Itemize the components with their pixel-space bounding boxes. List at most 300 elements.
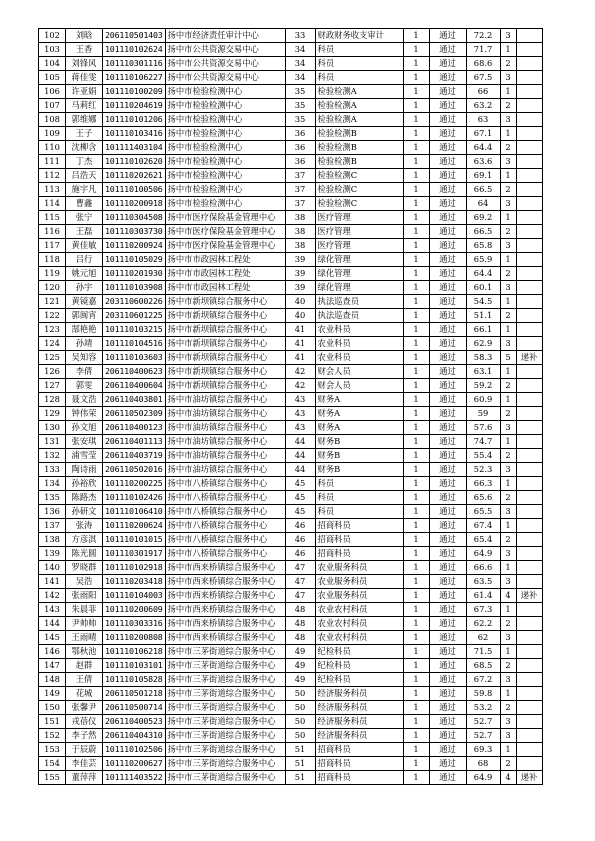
qualification-status-cell: 通过 (429, 603, 466, 617)
table-row (39, 295, 543, 309)
planned-count-cell: 1 (403, 407, 429, 421)
row-number-cell: 140 (39, 561, 66, 575)
recruiting-unit-cell: 扬中市西来桥镇综合服务中心 (165, 561, 285, 575)
qualification-status-cell: 通过 (429, 183, 466, 197)
table-row (39, 715, 543, 729)
recruiting-unit-cell: 扬中市新坝镇综合服务中心 (165, 337, 285, 351)
post-name-cell: 科员 (315, 43, 403, 57)
remark-cell (516, 561, 542, 575)
candidate-name-cell: 浦雪莹 (66, 449, 103, 463)
qualification-status-cell: 通过 (429, 729, 466, 743)
candidate-name-cell: 张涛 (66, 519, 103, 533)
remark-cell (516, 547, 542, 561)
row-number-cell: 142 (39, 589, 66, 603)
written-score-cell: 65.5 (466, 505, 500, 519)
post-code-cell: 37 (285, 183, 315, 197)
qualification-status-cell: 通过 (429, 561, 466, 575)
written-score-cell: 66.1 (466, 323, 500, 337)
table-row (39, 645, 543, 659)
post-name-cell: 科员 (315, 491, 403, 505)
post-name-cell: 医疗管理 (315, 239, 403, 253)
written-score-cell: 72.2 (466, 29, 500, 43)
row-number-cell: 153 (39, 743, 66, 757)
recruiting-unit-cell: 扬中市检验检测中心 (165, 197, 285, 211)
planned-count-cell: 1 (403, 757, 429, 771)
qualification-status-cell: 通过 (429, 575, 466, 589)
table-row (39, 323, 543, 337)
rank-cell: 3 (500, 631, 516, 645)
row-number-cell: 126 (39, 365, 66, 379)
planned-count-cell: 1 (403, 435, 429, 449)
candidate-name-cell: 孙研文 (66, 505, 103, 519)
row-number-cell: 107 (39, 99, 66, 113)
planned-count-cell: 1 (403, 113, 429, 127)
table-row (39, 365, 543, 379)
qualification-status-cell: 通过 (429, 463, 466, 477)
remark-cell (516, 71, 542, 85)
candidate-name-cell: 丁杰 (66, 155, 103, 169)
rank-cell: 1 (500, 211, 516, 225)
table-row (39, 337, 543, 351)
post-code-cell: 49 (285, 645, 315, 659)
row-number-cell: 104 (39, 57, 66, 71)
planned-count-cell: 1 (403, 309, 429, 323)
rank-cell: 2 (500, 659, 516, 673)
recruiting-unit-cell: 扬中市经济责任审计中心 (165, 29, 285, 43)
table-row (39, 141, 543, 155)
planned-count-cell: 1 (403, 561, 429, 575)
written-score-cell: 67.1 (466, 127, 500, 141)
written-score-cell: 63.5 (466, 575, 500, 589)
post-name-cell: 农业服务科员 (315, 575, 403, 589)
rank-cell: 1 (500, 393, 516, 407)
remark-cell (516, 225, 542, 239)
remark-cell (516, 365, 542, 379)
rank-cell: 1 (500, 687, 516, 701)
recruiting-unit-cell: 扬中市公共资源交易中心 (165, 71, 285, 85)
rank-cell: 2 (500, 267, 516, 281)
rank-cell: 4 (500, 589, 516, 603)
table-row (39, 281, 543, 295)
exam-number-cell: 101110106227 (103, 71, 166, 85)
candidate-name-cell: 董萍萍 (66, 771, 103, 785)
post-code-cell: 51 (285, 743, 315, 757)
candidate-name-cell: 陈光圆 (66, 547, 103, 561)
written-score-cell: 69.3 (466, 743, 500, 757)
post-code-cell: 47 (285, 561, 315, 575)
table-row (39, 155, 543, 169)
exam-number-cell: 101110105029 (103, 253, 166, 267)
row-number-cell: 143 (39, 603, 66, 617)
remark-cell: 递补 (516, 771, 542, 785)
rank-cell: 1 (500, 477, 516, 491)
recruiting-unit-cell: 扬中市八桥镇综合服务中心 (165, 519, 285, 533)
rank-cell: 3 (500, 71, 516, 85)
table-row (39, 211, 543, 225)
post-name-cell: 检验检测B (315, 141, 403, 155)
table-body (39, 29, 543, 785)
rank-cell: 3 (500, 575, 516, 589)
post-name-cell: 执法巡查员 (315, 309, 403, 323)
candidate-name-cell: 赵群 (66, 659, 103, 673)
exam-number-cell: 101110104516 (103, 337, 166, 351)
written-score-cell: 65.4 (466, 533, 500, 547)
written-score-cell: 64.4 (466, 267, 500, 281)
recruiting-unit-cell: 扬中市八桥镇综合服务中心 (165, 477, 285, 491)
planned-count-cell: 1 (403, 491, 429, 505)
candidate-name-cell: 蒋佳雯 (66, 71, 103, 85)
exam-number-cell: 206110401113 (103, 435, 166, 449)
candidate-name-cell: 孙裕欣 (66, 477, 103, 491)
table-row (39, 267, 543, 281)
row-number-cell: 138 (39, 533, 66, 547)
written-score-cell: 71.5 (466, 645, 500, 659)
post-name-cell: 医疗管理 (315, 211, 403, 225)
recruiting-unit-cell: 扬中市新坝镇综合服务中心 (165, 323, 285, 337)
planned-count-cell: 1 (403, 253, 429, 267)
candidate-name-cell: 李倩 (66, 365, 103, 379)
written-score-cell: 68 (466, 757, 500, 771)
rank-cell: 1 (500, 43, 516, 57)
qualification-status-cell: 通过 (429, 365, 466, 379)
exam-number-cell: 101110104003 (103, 589, 166, 603)
post-name-cell: 检验检测A (315, 113, 403, 127)
post-code-cell: 36 (285, 127, 315, 141)
candidate-name-cell: 刘晗 (66, 29, 103, 43)
planned-count-cell: 1 (403, 743, 429, 757)
rank-cell: 3 (500, 155, 516, 169)
post-code-cell: 39 (285, 281, 315, 295)
table-row (39, 547, 543, 561)
post-code-cell: 39 (285, 267, 315, 281)
written-score-cell: 57.6 (466, 421, 500, 435)
remark-cell (516, 659, 542, 673)
written-score-cell: 68.6 (466, 57, 500, 71)
qualification-status-cell: 通过 (429, 771, 466, 785)
remark-cell (516, 295, 542, 309)
exam-number-cell: 101110103215 (103, 323, 166, 337)
row-number-cell: 106 (39, 85, 66, 99)
qualification-status-cell: 通过 (429, 267, 466, 281)
rank-cell: 2 (500, 99, 516, 113)
post-name-cell: 招商科员 (315, 547, 403, 561)
remark-cell (516, 743, 542, 757)
recruiting-unit-cell: 扬中市市政园林工程处 (165, 253, 285, 267)
planned-count-cell: 1 (403, 127, 429, 141)
recruiting-unit-cell: 扬中市西来桥镇综合服务中心 (165, 617, 285, 631)
candidate-name-cell: 吕行 (66, 253, 103, 267)
row-number-cell: 125 (39, 351, 66, 365)
post-name-cell: 农业科员 (315, 351, 403, 365)
candidate-name-cell: 马莉红 (66, 99, 103, 113)
post-name-cell: 检验检测C (315, 169, 403, 183)
post-name-cell: 经济服务科员 (315, 729, 403, 743)
planned-count-cell: 1 (403, 603, 429, 617)
candidate-name-cell: 王倩 (66, 673, 103, 687)
row-number-cell: 149 (39, 687, 66, 701)
table-row (39, 673, 543, 687)
row-number-cell: 139 (39, 547, 66, 561)
post-name-cell: 检验检测C (315, 197, 403, 211)
written-score-cell: 55.4 (466, 449, 500, 463)
exam-number-cell: 206110403719 (103, 449, 166, 463)
row-number-cell: 122 (39, 309, 66, 323)
post-code-cell: 38 (285, 211, 315, 225)
post-code-cell: 41 (285, 337, 315, 351)
remark-cell (516, 323, 542, 337)
qualification-status-cell: 通过 (429, 379, 466, 393)
planned-count-cell: 1 (403, 183, 429, 197)
candidate-name-cell: 于辰蔚 (66, 743, 103, 757)
qualification-status-cell: 通过 (429, 29, 466, 43)
recruiting-unit-cell: 扬中市八桥镇综合服务中心 (165, 533, 285, 547)
written-score-cell: 62.9 (466, 337, 500, 351)
written-score-cell: 68.5 (466, 659, 500, 673)
post-code-cell: 42 (285, 379, 315, 393)
recruiting-unit-cell: 扬中市油坊镇综合服务中心 (165, 449, 285, 463)
row-number-cell: 135 (39, 491, 66, 505)
candidate-name-cell: 郜艳艳 (66, 323, 103, 337)
exam-number-cell: 101110102624 (103, 43, 166, 57)
planned-count-cell: 1 (403, 729, 429, 743)
planned-count-cell: 1 (403, 673, 429, 687)
recruiting-unit-cell: 扬中市检验检测中心 (165, 127, 285, 141)
planned-count-cell: 1 (403, 617, 429, 631)
written-score-cell: 53.2 (466, 701, 500, 715)
post-code-cell: 34 (285, 57, 315, 71)
rank-cell: 3 (500, 673, 516, 687)
exam-number-cell: 101110101206 (103, 113, 166, 127)
row-number-cell: 145 (39, 631, 66, 645)
written-score-cell: 66.6 (466, 561, 500, 575)
remark-cell (516, 281, 542, 295)
planned-count-cell: 1 (403, 463, 429, 477)
post-name-cell: 财务B (315, 463, 403, 477)
post-code-cell: 42 (285, 365, 315, 379)
row-number-cell: 115 (39, 211, 66, 225)
post-code-cell: 41 (285, 351, 315, 365)
table-row (39, 43, 543, 57)
written-score-cell: 63.1 (466, 365, 500, 379)
table-row (39, 701, 543, 715)
post-name-cell: 农业科员 (315, 323, 403, 337)
row-number-cell: 117 (39, 239, 66, 253)
remark-cell (516, 673, 542, 687)
candidate-name-cell: 曹鑫 (66, 197, 103, 211)
candidate-name-cell: 刘锋风 (66, 57, 103, 71)
table-row (39, 393, 543, 407)
candidate-name-cell: 孙靖 (66, 337, 103, 351)
rank-cell: 2 (500, 449, 516, 463)
written-score-cell: 59 (466, 407, 500, 421)
post-name-cell: 绿化管理 (315, 281, 403, 295)
rank-cell: 5 (500, 351, 516, 365)
post-name-cell: 绿化管理 (315, 253, 403, 267)
candidate-name-cell: 吴浩 (66, 575, 103, 589)
row-number-cell: 132 (39, 449, 66, 463)
rank-cell: 3 (500, 197, 516, 211)
candidate-name-cell: 钟伟荣 (66, 407, 103, 421)
recruiting-unit-cell: 扬中市西来桥镇综合服务中心 (165, 589, 285, 603)
post-name-cell: 农业农村科员 (315, 631, 403, 645)
post-code-cell: 47 (285, 575, 315, 589)
planned-count-cell: 1 (403, 715, 429, 729)
qualification-status-cell: 通过 (429, 757, 466, 771)
qualification-status-cell: 通过 (429, 407, 466, 421)
post-code-cell: 48 (285, 603, 315, 617)
recruiting-unit-cell: 扬中市检验检测中心 (165, 169, 285, 183)
table-row (39, 659, 543, 673)
row-number-cell: 116 (39, 225, 66, 239)
written-score-cell: 54.5 (466, 295, 500, 309)
post-name-cell: 招商科员 (315, 743, 403, 757)
recruiting-unit-cell: 扬中市新坝镇综合服务中心 (165, 351, 285, 365)
post-name-cell: 检验检测B (315, 127, 403, 141)
recruiting-unit-cell: 扬中市三茅街道综合服务中心 (165, 673, 285, 687)
remark-cell (516, 309, 542, 323)
row-number-cell: 147 (39, 659, 66, 673)
recruiting-unit-cell: 扬中市三茅街道综合服务中心 (165, 729, 285, 743)
recruiting-unit-cell: 扬中市八桥镇综合服务中心 (165, 491, 285, 505)
table-row (39, 113, 543, 127)
post-code-cell: 35 (285, 85, 315, 99)
qualification-status-cell: 通过 (429, 533, 466, 547)
written-score-cell: 67.3 (466, 603, 500, 617)
remark-cell (516, 183, 542, 197)
table-row (39, 687, 543, 701)
row-number-cell: 103 (39, 43, 66, 57)
written-score-cell: 63.2 (466, 99, 500, 113)
exam-number-cell: 101110204619 (103, 99, 166, 113)
post-code-cell: 41 (285, 323, 315, 337)
table-row (39, 617, 543, 631)
written-score-cell: 63 (466, 113, 500, 127)
post-name-cell: 财会人员 (315, 365, 403, 379)
qualification-status-cell: 通过 (429, 393, 466, 407)
row-number-cell: 110 (39, 141, 66, 155)
table-row (39, 183, 543, 197)
remark-cell (516, 715, 542, 729)
rank-cell: 2 (500, 379, 516, 393)
planned-count-cell: 1 (403, 267, 429, 281)
post-code-cell: 51 (285, 771, 315, 785)
table-row (39, 85, 543, 99)
exam-number-cell: 206110500714 (103, 701, 166, 715)
table-row (39, 743, 543, 757)
post-name-cell: 财务B (315, 435, 403, 449)
rank-cell: 2 (500, 617, 516, 631)
qualification-status-cell: 通过 (429, 155, 466, 169)
recruiting-unit-cell: 扬中市公共资源交易中心 (165, 43, 285, 57)
exam-number-cell: 101111403522 (103, 771, 166, 785)
rank-cell: 1 (500, 295, 516, 309)
exam-number-cell: 101110301116 (103, 57, 166, 71)
remark-cell (516, 533, 542, 547)
exam-number-cell: 206110502016 (103, 463, 166, 477)
qualification-status-cell: 通过 (429, 673, 466, 687)
table-row (39, 477, 543, 491)
exam-number-cell: 101110301917 (103, 547, 166, 561)
planned-count-cell: 1 (403, 379, 429, 393)
qualification-status-cell: 通过 (429, 43, 466, 57)
candidate-name-cell: 黄佳敏 (66, 239, 103, 253)
qualification-status-cell: 通过 (429, 659, 466, 673)
rank-cell: 3 (500, 421, 516, 435)
row-number-cell: 113 (39, 183, 66, 197)
remark-cell (516, 757, 542, 771)
exam-number-cell: 101110100506 (103, 183, 166, 197)
candidate-name-cell: 鄂秋池 (66, 645, 103, 659)
row-number-cell: 119 (39, 267, 66, 281)
exam-number-cell: 101110200918 (103, 197, 166, 211)
post-name-cell: 经济服务科员 (315, 701, 403, 715)
row-number-cell: 136 (39, 505, 66, 519)
recruiting-unit-cell: 扬中市三茅街道综合服务中心 (165, 687, 285, 701)
candidate-name-cell: 张宁 (66, 211, 103, 225)
exam-number-cell: 101110200627 (103, 757, 166, 771)
exam-number-cell: 101110106410 (103, 505, 166, 519)
table-row (39, 589, 543, 603)
rank-cell: 1 (500, 603, 516, 617)
written-score-cell: 64.4 (466, 141, 500, 155)
planned-count-cell: 1 (403, 211, 429, 225)
recruiting-unit-cell: 扬中市八桥镇综合服务中心 (165, 505, 285, 519)
recruiting-unit-cell: 扬中市西来桥镇综合服务中心 (165, 603, 285, 617)
planned-count-cell: 1 (403, 589, 429, 603)
recruiting-unit-cell: 扬中市三茅街道综合服务中心 (165, 757, 285, 771)
post-name-cell: 纪检科员 (315, 645, 403, 659)
exam-number-cell: 101110103416 (103, 127, 166, 141)
written-score-cell: 67.5 (466, 71, 500, 85)
planned-count-cell: 1 (403, 687, 429, 701)
qualification-status-cell: 通过 (429, 421, 466, 435)
post-code-cell: 50 (285, 715, 315, 729)
rank-cell: 1 (500, 743, 516, 757)
exam-number-cell: 206110400123 (103, 421, 166, 435)
written-score-cell: 65.6 (466, 491, 500, 505)
table-row (39, 631, 543, 645)
qualification-status-cell: 通过 (429, 743, 466, 757)
planned-count-cell: 1 (403, 99, 429, 113)
row-number-cell: 128 (39, 393, 66, 407)
remark-cell (516, 197, 542, 211)
qualification-status-cell: 通过 (429, 491, 466, 505)
exam-number-cell: 206110400623 (103, 365, 166, 379)
written-score-cell: 62.2 (466, 617, 500, 631)
candidate-name-cell: 王香 (66, 43, 103, 57)
recruiting-unit-cell: 扬中市市政园林工程处 (165, 267, 285, 281)
post-name-cell: 检验检测B (315, 155, 403, 169)
recruiting-unit-cell: 扬中市八桥镇综合服务中心 (165, 547, 285, 561)
written-score-cell: 52.3 (466, 463, 500, 477)
written-score-cell: 66.3 (466, 477, 500, 491)
post-name-cell: 农业农村科员 (315, 617, 403, 631)
qualification-status-cell: 通过 (429, 253, 466, 267)
remark-cell (516, 393, 542, 407)
table-row (39, 561, 543, 575)
qualification-status-cell: 通过 (429, 449, 466, 463)
rank-cell: 2 (500, 533, 516, 547)
recruiting-unit-cell: 扬中市公共资源交易中心 (165, 57, 285, 71)
remark-cell (516, 729, 542, 743)
qualification-status-cell: 通过 (429, 225, 466, 239)
candidate-name-cell: 孙宇 (66, 281, 103, 295)
candidate-name-cell: 许亚娟 (66, 85, 103, 99)
written-score-cell: 52.7 (466, 715, 500, 729)
candidate-name-cell: 张馨尹 (66, 701, 103, 715)
post-name-cell: 招商科员 (315, 757, 403, 771)
post-name-cell: 财务B (315, 449, 403, 463)
